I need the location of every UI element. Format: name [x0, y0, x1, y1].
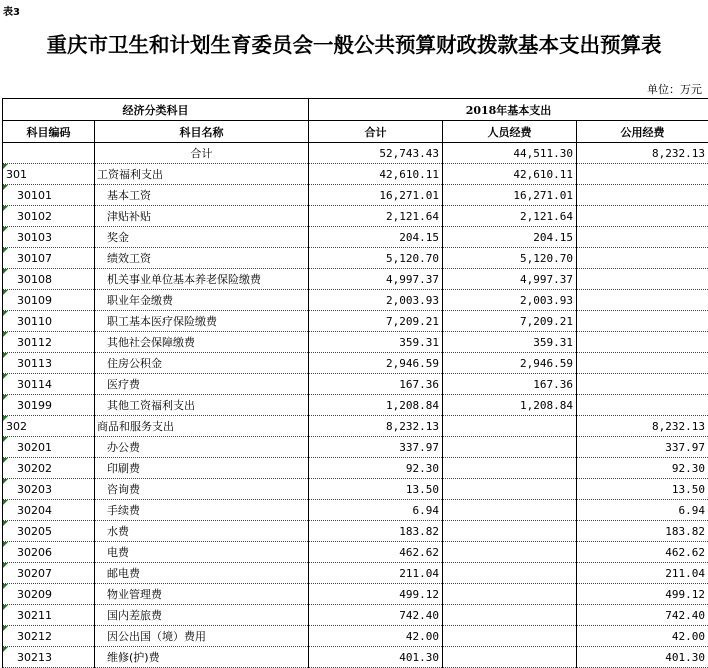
header-economic-classification: 经济分类科目 — [3, 99, 309, 121]
cell-subject-name: 咨询费 — [95, 479, 309, 500]
cell-subject-code: 30204 — [3, 500, 95, 521]
page-title: 重庆市卫生和计划生育委员会一般公共预算财政拨款基本支出预算表 — [46, 33, 662, 57]
header-public-expense: 公用经费 — [577, 121, 708, 143]
cell-total: 167.36 — [309, 374, 443, 395]
header-subject-code: 科目编码 — [3, 121, 95, 143]
cell-public-expense: 337.97 — [577, 437, 708, 458]
header-group-row — [3, 99, 708, 121]
cell-subject-code: 30201 — [3, 437, 95, 458]
cell-subject-code: 30205 — [3, 521, 95, 542]
cell-total: 499.12 — [309, 584, 443, 605]
cell-subject-name: 奖金 — [95, 227, 309, 248]
cell-subject-code: 30110 — [3, 311, 95, 332]
cell-personnel-expense — [443, 563, 577, 584]
cell-subject-name: 手续费 — [95, 500, 309, 521]
cell-subject-code: 30212 — [3, 626, 95, 647]
table-row — [3, 437, 708, 458]
table-row — [3, 185, 708, 206]
cell-total: 462.62 — [309, 542, 443, 563]
cell-total: 42,610.11 — [309, 164, 443, 185]
cell-personnel-expense: 42,610.11 — [443, 164, 577, 185]
cell-subject-code: 30109 — [3, 290, 95, 311]
cell-subject-code: 301 — [3, 164, 95, 185]
cell-subject-code: 30113 — [3, 353, 95, 374]
cell-subject-code: 30203 — [3, 479, 95, 500]
header-subject-name: 科目名称 — [95, 121, 309, 143]
cell-public-expense: 6.94 — [577, 500, 708, 521]
cell-public-expense — [577, 332, 708, 353]
cell-subject-code: 30102 — [3, 206, 95, 227]
cell-total: 337.97 — [309, 437, 443, 458]
cell-total: 52,743.43 — [309, 143, 443, 164]
table-row — [3, 479, 708, 500]
cell-public-expense: 462.62 — [577, 542, 708, 563]
cell-public-expense — [577, 164, 708, 185]
cell-personnel-expense: 2,121.64 — [443, 206, 577, 227]
cell-subject-code — [3, 143, 95, 164]
table-row — [3, 248, 708, 269]
cell-personnel-expense — [443, 605, 577, 626]
table-row — [3, 353, 708, 374]
cell-personnel-expense — [443, 479, 577, 500]
cell-subject-name: 住房公积金 — [95, 353, 309, 374]
cell-personnel-expense: 204.15 — [443, 227, 577, 248]
cell-subject-name: 职业年金缴费 — [95, 290, 309, 311]
cell-public-expense: 92.30 — [577, 458, 708, 479]
cell-personnel-expense — [443, 416, 577, 437]
cell-public-expense — [577, 248, 708, 269]
table-number-tag: 表3 — [3, 7, 20, 18]
cell-public-expense — [577, 206, 708, 227]
table-row — [3, 521, 708, 542]
cell-total: 359.31 — [309, 332, 443, 353]
header-total: 合计 — [309, 121, 443, 143]
cell-public-expense: 13.50 — [577, 479, 708, 500]
cell-subject-name: 其他工资福利支出 — [95, 395, 309, 416]
table-row — [3, 542, 708, 563]
table-row — [3, 227, 708, 248]
cell-total: 6.94 — [309, 500, 443, 521]
cell-subject-name: 办公费 — [95, 437, 309, 458]
cell-total: 42.00 — [309, 626, 443, 647]
table-row — [3, 164, 708, 185]
table-row — [3, 374, 708, 395]
table-row — [3, 332, 708, 353]
cell-subject-code: 30112 — [3, 332, 95, 353]
cell-subject-name: 商品和服务支出 — [95, 416, 309, 437]
table-row — [3, 647, 708, 668]
cell-public-expense — [577, 227, 708, 248]
cell-subject-code: 30107 — [3, 248, 95, 269]
cell-public-expense — [577, 185, 708, 206]
cell-personnel-expense — [443, 542, 577, 563]
table-row — [3, 605, 708, 626]
total-row — [3, 143, 708, 164]
cell-subject-name: 合计 — [95, 143, 309, 164]
cell-public-expense: 183.82 — [577, 521, 708, 542]
cell-public-expense: 8,232.13 — [577, 416, 708, 437]
cell-total: 1,208.84 — [309, 395, 443, 416]
cell-subject-name: 印刷费 — [95, 458, 309, 479]
cell-personnel-expense — [443, 437, 577, 458]
cell-subject-code: 30114 — [3, 374, 95, 395]
cell-subject-name: 职工基本医疗保险缴费 — [95, 311, 309, 332]
table-row — [3, 500, 708, 521]
cell-subject-name: 津贴补贴 — [95, 206, 309, 227]
cell-total: 204.15 — [309, 227, 443, 248]
cell-subject-code: 30101 — [3, 185, 95, 206]
cell-subject-name: 医疗费 — [95, 374, 309, 395]
unit-label: 单位：万元 — [647, 83, 702, 96]
budget-table — [2, 98, 708, 668]
cell-subject-name: 机关事业单位基本养老保险缴费 — [95, 269, 309, 290]
cell-public-expense: 401.30 — [577, 647, 708, 668]
cell-total: 4,997.37 — [309, 269, 443, 290]
cell-subject-code: 30213 — [3, 647, 95, 668]
cell-total: 183.82 — [309, 521, 443, 542]
table-row — [3, 416, 708, 437]
cell-total: 211.04 — [309, 563, 443, 584]
cell-subject-name: 物业管理费 — [95, 584, 309, 605]
cell-public-expense — [577, 290, 708, 311]
cell-subject-code: 30209 — [3, 584, 95, 605]
table-row — [3, 458, 708, 479]
cell-personnel-expense: 2,946.59 — [443, 353, 577, 374]
cell-personnel-expense: 7,209.21 — [443, 311, 577, 332]
table-row — [3, 626, 708, 647]
cell-personnel-expense: 167.36 — [443, 374, 577, 395]
cell-subject-code: 30199 — [3, 395, 95, 416]
cell-public-expense: 8,232.13 — [577, 143, 708, 164]
cell-personnel-expense — [443, 584, 577, 605]
cell-subject-name: 其他社会保障缴费 — [95, 332, 309, 353]
table-row — [3, 269, 708, 290]
cell-total: 7,209.21 — [309, 311, 443, 332]
cell-subject-code: 302 — [3, 416, 95, 437]
header-column-row — [3, 121, 708, 143]
cell-subject-name: 工资福利支出 — [95, 164, 309, 185]
cell-subject-name: 维修(护)费 — [95, 647, 309, 668]
table-row — [3, 584, 708, 605]
cell-subject-name: 基本工资 — [95, 185, 309, 206]
header-personnel-expense: 人员经费 — [443, 121, 577, 143]
cell-total: 742.40 — [309, 605, 443, 626]
cell-personnel-expense: 16,271.01 — [443, 185, 577, 206]
cell-public-expense — [577, 395, 708, 416]
cell-personnel-expense — [443, 647, 577, 668]
header-2018-basic-expenditure: 2018年基本支出 — [309, 99, 708, 121]
cell-total: 2,946.59 — [309, 353, 443, 374]
cell-subject-name: 国内差旅费 — [95, 605, 309, 626]
cell-total: 401.30 — [309, 647, 443, 668]
table-row — [3, 206, 708, 227]
cell-personnel-expense: 1,208.84 — [443, 395, 577, 416]
cell-public-expense — [577, 311, 708, 332]
cell-public-expense: 211.04 — [577, 563, 708, 584]
cell-personnel-expense — [443, 521, 577, 542]
cell-public-expense — [577, 353, 708, 374]
cell-subject-code: 30211 — [3, 605, 95, 626]
table-row — [3, 290, 708, 311]
cell-public-expense — [577, 374, 708, 395]
cell-personnel-expense: 4,997.37 — [443, 269, 577, 290]
cell-subject-name: 绩效工资 — [95, 248, 309, 269]
cell-total: 2,003.93 — [309, 290, 443, 311]
cell-total: 5,120.70 — [309, 248, 443, 269]
cell-total: 13.50 — [309, 479, 443, 500]
cell-personnel-expense — [443, 626, 577, 647]
cell-personnel-expense — [443, 500, 577, 521]
cell-public-expense — [577, 269, 708, 290]
cell-personnel-expense: 44,511.30 — [443, 143, 577, 164]
cell-total: 8,232.13 — [309, 416, 443, 437]
cell-subject-code: 30202 — [3, 458, 95, 479]
cell-subject-code: 30108 — [3, 269, 95, 290]
cell-public-expense: 742.40 — [577, 605, 708, 626]
cell-personnel-expense: 5,120.70 — [443, 248, 577, 269]
cell-personnel-expense — [443, 458, 577, 479]
cell-public-expense: 499.12 — [577, 584, 708, 605]
table-row — [3, 311, 708, 332]
cell-total: 16,271.01 — [309, 185, 443, 206]
cell-subject-name: 水费 — [95, 521, 309, 542]
cell-subject-code: 30206 — [3, 542, 95, 563]
cell-subject-code: 30103 — [3, 227, 95, 248]
cell-personnel-expense: 359.31 — [443, 332, 577, 353]
table-row — [3, 563, 708, 584]
table-row — [3, 395, 708, 416]
cell-total: 2,121.64 — [309, 206, 443, 227]
cell-subject-code: 30207 — [3, 563, 95, 584]
cell-subject-name: 因公出国（境）费用 — [95, 626, 309, 647]
cell-total: 92.30 — [309, 458, 443, 479]
cell-subject-name: 电费 — [95, 542, 309, 563]
cell-public-expense: 42.00 — [577, 626, 708, 647]
cell-personnel-expense: 2,003.93 — [443, 290, 577, 311]
cell-subject-name: 邮电费 — [95, 563, 309, 584]
